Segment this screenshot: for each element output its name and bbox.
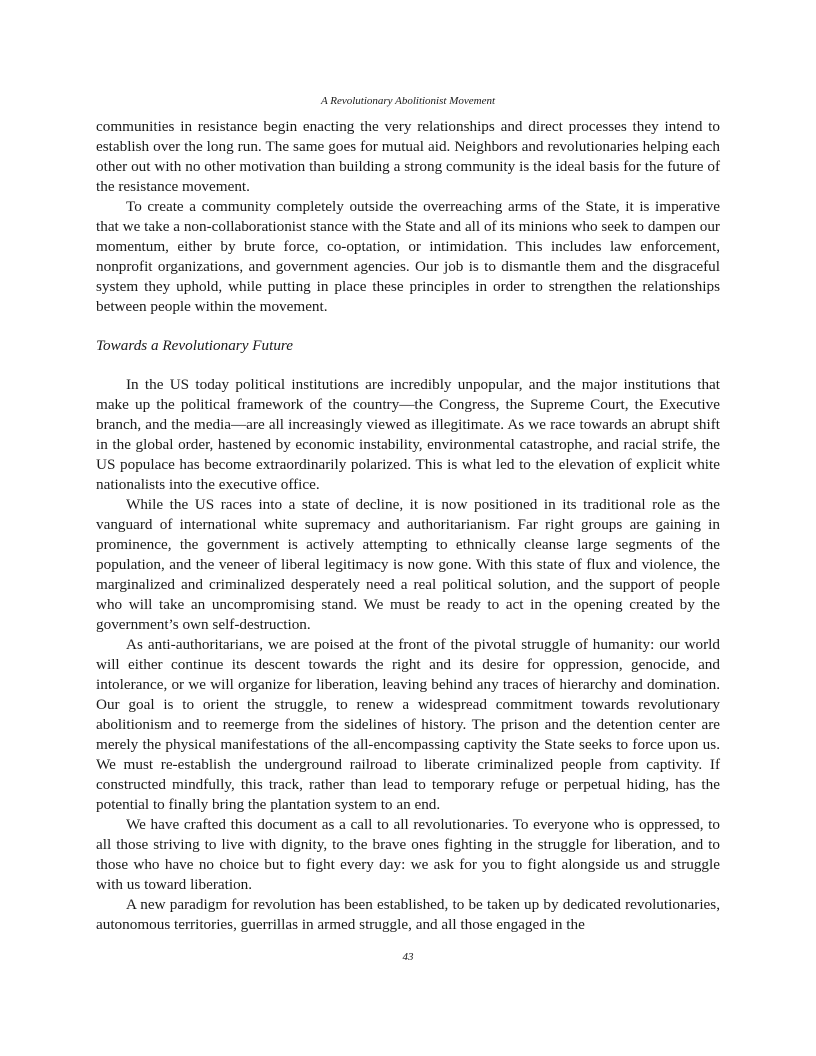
body-text	[96, 117, 720, 935]
paragraph-call-to-revolutionaries: We have crafted this document as a call to all revolutionaries. To everyone who is oppressed, to all those striving to live with dignity, to the brave ones fighting in the struggle for liberation, and to those who have no choice but to fight every day: we ask for you to fight alongside us and struggle with us toward liberation.	[96, 816, 720, 893]
paragraph-state-of-decline: While the US races into a state of decline, it is now positioned in its traditional role as the vanguard of international white supremacy and authoritarianism. Far right groups are gaining in prominence, the government is actively attempting to ethnically cleanse large segments of the population, and the veneer of liberal legitimacy is now gone. With this state of flux and violence, the marginalized and criminalized desperately need a real political solution, and the support of people who will take an uncompromising stand. We must be ready to act in the opening created by the government’s own self-destruction.	[96, 496, 720, 633]
paragraph-continuation: communities in resistance begin enacting the very relationships and direct processes they intend to establish over the long run. The same goes for mutual aid. Neighbors and revolutionaries helping each other out with no other motivation than building a strong community is the ideal basis for the future of the resistance movement.	[96, 118, 720, 195]
running-header: A Revolutionary Abolitionist Movement	[320, 95, 496, 107]
paragraph-non-collaboration: To create a community completely outside the overreaching arms of the State, it is imperative that we take a non-collaborationist stance with the State and all of its minions who seek to dampen our momentum, either by brute force, co-optation, or intimidation. This includes law enforcement, nonprofit organizations, and government agencies. Our job is to dismantle them and the disgraceful system they uphold, while putting in place these principles in order to strengthen the relationships between people within the movement.	[96, 198, 720, 315]
paragraph-anti-authoritarians: As anti-authoritarians, we are poised at the front of the pivotal struggle of humanity: our world will either continue its descent towards the right and its desire for oppression, genocide, and intolerance, or we will organize for liberation, leaving behind any traces of hierarchy and domination. Our goal is to orient the struggle, to renew a widespread commitment towards revolutionary abolitionism and to reemerge from the sidelines of history. The prison and the detention center are merely the physical manifestations of the all-encompassing captivity the State seeks to force upon us. We must re-establish the underground railroad to liberate criminalized people from captivity. If constructed mindfully, this track, rather than lead to temporary refuge or perpetual hiding, has the potential to finally bring the plantation system to an end.	[96, 636, 720, 813]
paragraph-political-institutions: In the US today political institutions are incredibly unpopular, and the major institutions that make up the political framework of the country—the Congress, the Supreme Court, the Executive branch, and the media—are all increasingly viewed as illegitimate. As we race towards an abrupt shift in the global order, hastened by economic instability, environmental catastrophe, and racial strife, the US populace has become extraordinarily polarized. This is what led to the elevation of explicit white nationalists into the executive office.	[96, 376, 720, 493]
section-heading: Towards a Revolutionary Future	[96, 337, 294, 354]
paragraph-new-paradigm: A new paradigm for revolution has been established, to be taken up by dedicated revolutionaries, autonomous territories, guerrillas in armed struggle, and all those engaged in the	[96, 896, 720, 933]
page-number: 43	[402, 951, 414, 963]
